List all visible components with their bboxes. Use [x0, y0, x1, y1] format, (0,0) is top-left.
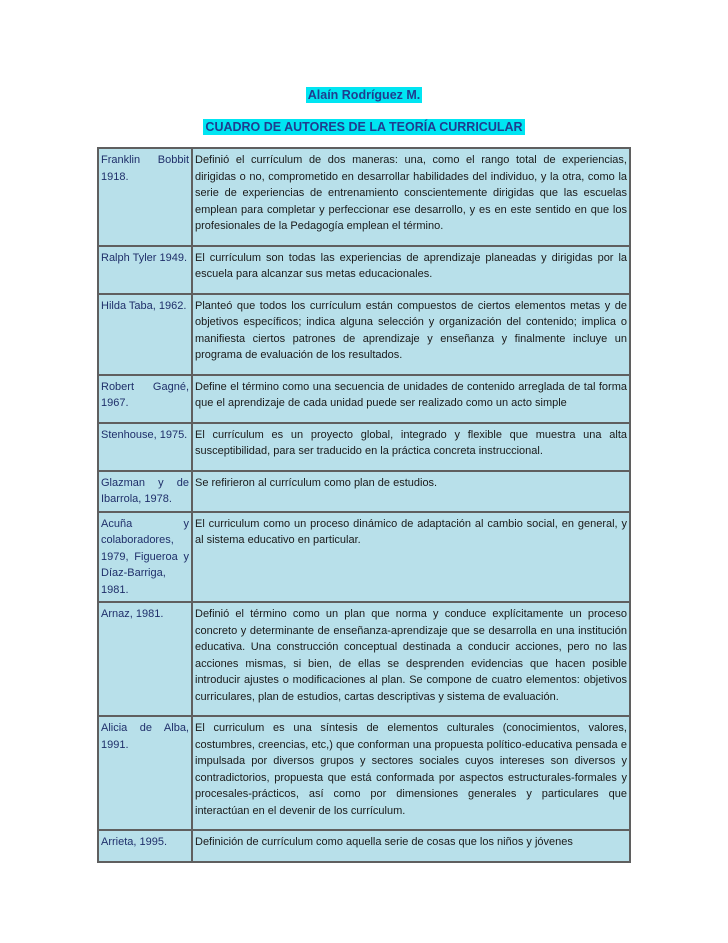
description-cell: Define el término como una secuencia de unidades de contenido arreglada de tal forma que el aprendizaje de cada unidad puede ser realizado como un acto simple — [192, 375, 630, 423]
table-row — [98, 830, 630, 862]
description-cell: Planteó que todos los currículum están compuestos de ciertos elementos metas y de objetivos específicos; indica alguna selección y organización del contenido; implica o manifiesta ciertos patrones de aprendizaje y enseñanza y finalmente incluye un programa de evaluación de los resultados. — [192, 294, 630, 375]
author-cell: Stenhouse, 1975. — [98, 423, 192, 471]
description-cell: Definió el término como un plan que norma y conduce explícitamente un proceso concreto y determinante de enseñanza-aprendizaje que se desarrolla en una institución educativa. Una construcción conceptual destinada a conducir acciones, pero no las acciones mismas, si bien, de ellas se desprenden evidencias que hacen posible introducir ajustes o modificaciones al plan. Se compone de cuatro elementos: objetivos curriculares, plan de estudios, cartas descriptivas y sistema de evaluación. — [192, 602, 630, 716]
author-cell: Glazman y de Ibarrola, 1978. — [98, 471, 192, 512]
table-row — [98, 246, 630, 294]
description-cell: Definió el currículum de dos maneras: una, como el rango total de experiencias, dirigidas o no, comprometido en desarrollar habilidades del individuo, y la otra, como la serie de experiencias de entrenamiento conscientemente dirigidas que las escuelas emplean para completar y perfeccionar ese desarrollo, y es en este sentido en que los profesionales de la Pedagogía emplean el término. — [192, 148, 630, 246]
table-row — [98, 716, 630, 830]
description-cell: El currículum es un proyecto global, integrado y flexible que muestra una alta susceptibilidad, para ser traducido en la práctica concreta instruccional. — [192, 423, 630, 471]
table-row — [98, 148, 630, 246]
table-row — [98, 471, 630, 512]
table-row — [98, 423, 630, 471]
author-cell: Arrieta, 1995. — [98, 830, 192, 862]
table-row — [98, 294, 630, 375]
description-cell: El currículum son todas las experiencias de aprendizaje planeadas y dirigidas por la escuela para alcanzar sus metas educacionales. — [192, 246, 630, 294]
document-heading — [0, 118, 728, 136]
table-row — [98, 602, 630, 716]
author-cell: Ralph Tyler 1949. — [98, 246, 192, 294]
table-row — [98, 375, 630, 423]
description-cell: El curriculum como un proceso dinámico de adaptación al cambio social, en general, y al sistema educativo en particular. — [192, 512, 630, 603]
authors-table — [97, 147, 631, 863]
description-cell: El curriculum es una síntesis de elementos culturales (conocimientos, valores, costumbres, creencias, etc,) que conforman una propuesta político-educativa pensada e impulsada por diversos grupos y sectores sociales cuyos intereses son diversos y contradictorios, propuesta que está conformada por aspectos estructurales-formales y procesales-prácticos, así como por dimensiones generales y particulares que interactúan en el devenir de los currículum. — [192, 716, 630, 830]
author-cell: Hilda Taba, 1962. — [98, 294, 192, 375]
author-cell: Alicia de Alba, 1991. — [98, 716, 192, 830]
description-cell: Se refirieron al currículum como plan de estudios. — [192, 471, 630, 512]
author-cell: Arnaz, 1981. — [98, 602, 192, 716]
description-cell: Definición de currículum como aquella serie de cosas que los niños y jóvenes — [192, 830, 630, 862]
author-heading — [0, 86, 728, 104]
author-name: Alaín Rodríguez M. — [307, 88, 421, 102]
author-cell: Robert Gagné, 1967. — [98, 375, 192, 423]
author-cell: Acuña y colaboradores, 1979, Figueroa y Díaz-Barriga, 1981. — [98, 512, 192, 603]
author-cell: Franklin Bobbit 1918. — [98, 148, 192, 246]
table-row — [98, 512, 630, 603]
document-title: CUADRO DE AUTORES DE LA TEORÍA CURRICULAR — [205, 120, 523, 134]
